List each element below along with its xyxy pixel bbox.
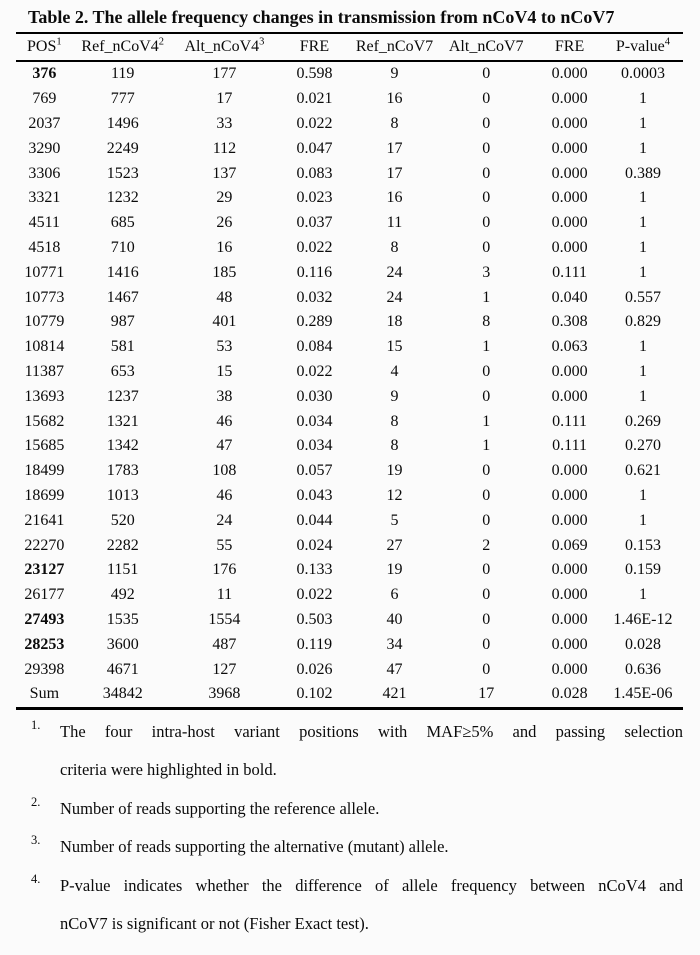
column-label: Ref_nCoV4: [81, 38, 159, 55]
value-cell: 0: [482, 90, 491, 108]
value-cell: 1: [638, 387, 647, 405]
table-row: [16, 434, 683, 459]
value-cell: 0: [482, 660, 491, 678]
value-cell: 492: [110, 586, 135, 604]
value-cell: 1535: [106, 610, 139, 628]
table-row: [16, 335, 683, 360]
value-cell: 0.636: [624, 660, 661, 678]
column-label: POS: [27, 38, 57, 55]
value-cell: 24: [386, 288, 403, 306]
pos-cell: 28253: [24, 635, 65, 653]
column-header-p-value: [603, 34, 683, 61]
value-cell: 34842: [102, 685, 143, 703]
value-cell: 0.133: [296, 561, 333, 579]
value-cell: 0: [482, 462, 491, 480]
value-cell: 0.000: [551, 362, 588, 380]
value-cell: 0.102: [296, 685, 333, 703]
table-row: [16, 61, 683, 87]
value-cell: 119: [111, 65, 135, 83]
value-cell: 0.000: [551, 511, 588, 529]
value-cell: 0: [482, 65, 491, 83]
value-cell: 0.000: [551, 90, 588, 108]
value-cell: 185: [212, 263, 237, 281]
table-row: [16, 186, 683, 211]
pos-cell: 22270: [24, 536, 65, 554]
value-cell: 1: [638, 362, 647, 380]
value-cell: 0.000: [551, 139, 588, 157]
value-cell: 0.034: [296, 412, 333, 430]
footnote-text: [60, 867, 683, 944]
value-cell: 0.000: [551, 114, 588, 132]
table-header: [16, 34, 683, 61]
value-cell: 0.047: [296, 139, 333, 157]
value-cell: 2: [482, 536, 491, 554]
value-cell: 8: [390, 114, 399, 132]
value-cell: 1: [482, 412, 491, 430]
value-cell: 1: [638, 139, 647, 157]
value-cell: 0.028: [551, 685, 588, 703]
table-row: [16, 236, 683, 261]
value-cell: 0.021: [296, 90, 333, 108]
value-cell: 0.022: [296, 238, 333, 256]
value-cell: 1013: [106, 486, 139, 504]
value-cell: 15: [386, 338, 403, 356]
value-cell: 15: [216, 362, 233, 380]
pos-cell: 769: [32, 90, 57, 108]
value-cell: 1467: [106, 288, 139, 306]
value-cell: 0.111: [552, 412, 587, 430]
column-label: FRE: [299, 38, 330, 55]
value-cell: 19: [386, 561, 403, 579]
value-cell: 0.111: [552, 263, 587, 281]
value-cell: 177: [212, 65, 237, 83]
column-header-ref-ncov4: [73, 34, 173, 61]
pos-cell: 3321: [28, 189, 61, 207]
value-cell: 0.389: [624, 164, 661, 182]
value-cell: 1: [482, 338, 491, 356]
footnote-text: [60, 828, 683, 867]
pos-cell: 21641: [24, 511, 65, 529]
pos-cell: 10771: [24, 263, 65, 281]
value-cell: 0.000: [551, 65, 588, 83]
pos-cell: 3306: [28, 164, 61, 182]
value-cell: 0: [482, 387, 491, 405]
value-cell: 176: [212, 561, 237, 579]
value-cell: 19: [386, 462, 403, 480]
pos-cell: 376: [32, 65, 57, 83]
value-cell: 1: [638, 486, 647, 504]
value-cell: 18: [386, 313, 403, 331]
value-cell: 33: [216, 114, 233, 132]
table-row: [16, 508, 683, 533]
value-cell: 17: [386, 164, 403, 182]
value-cell: 0.000: [551, 462, 588, 480]
pos-cell: 10779: [24, 313, 65, 331]
column-label: Ref_nCoV7: [355, 38, 434, 55]
value-cell: 0.557: [624, 288, 661, 306]
value-cell: 4671: [106, 660, 139, 678]
value-cell: 0.000: [551, 238, 588, 256]
footnote-line: criteria were highlighted in bold.: [60, 760, 277, 780]
value-cell: 2249: [106, 139, 139, 157]
value-cell: 8: [390, 437, 399, 455]
footnote-line: The four intra-host variant positions with MAF≥5% and passing selection: [60, 721, 683, 741]
footnote-marker: 4.: [31, 871, 41, 886]
value-cell: 0: [482, 214, 491, 232]
value-cell: 1: [638, 214, 647, 232]
value-cell: 17: [386, 139, 403, 157]
value-cell: 0: [482, 164, 491, 182]
value-cell: 0.023: [296, 189, 333, 207]
value-cell: 8: [482, 313, 491, 331]
value-cell: 1416: [106, 263, 139, 281]
value-cell: 1321: [106, 412, 139, 430]
value-cell: 127: [212, 660, 237, 678]
value-cell: 0.000: [551, 586, 588, 604]
value-cell: 0.032: [296, 288, 333, 306]
pos-cell: 3290: [28, 139, 61, 157]
column-footnote-ref: 2: [158, 36, 164, 48]
value-cell: 1: [638, 511, 647, 529]
pos-cell: 15685: [24, 437, 65, 455]
pos-cell: 11387: [24, 362, 65, 380]
value-cell: 1237: [106, 387, 139, 405]
table-row: [16, 260, 683, 285]
value-cell: 137: [212, 164, 237, 182]
value-cell: 24: [216, 511, 233, 529]
footnote: [16, 867, 683, 944]
value-cell: 0.153: [624, 536, 661, 554]
column-label: Alt_nCoV4: [184, 38, 260, 55]
table-row: [16, 136, 683, 161]
column-footnote-ref: 1: [56, 36, 62, 48]
value-cell: 34: [386, 635, 403, 653]
table-row: [16, 112, 683, 137]
value-cell: 0.026: [296, 660, 333, 678]
pos-cell: Sum: [29, 685, 60, 703]
table-row: [16, 310, 683, 335]
footnote-text: [60, 790, 683, 829]
column-label: Alt_nCoV7: [448, 38, 524, 55]
value-cell: 53: [216, 338, 233, 356]
pos-cell: 23127: [24, 561, 65, 579]
value-cell: 0.057: [296, 462, 333, 480]
value-cell: 0.621: [624, 462, 661, 480]
value-cell: 0.0003: [620, 65, 665, 83]
value-cell: 2282: [106, 536, 139, 554]
pos-cell: 18699: [24, 486, 65, 504]
value-cell: 1: [638, 263, 647, 281]
value-cell: 3: [482, 263, 491, 281]
value-cell: 0.111: [552, 437, 587, 455]
value-cell: 0.503: [296, 610, 333, 628]
value-cell: 1523: [106, 164, 139, 182]
value-cell: 48: [216, 288, 233, 306]
value-cell: 29: [216, 189, 233, 207]
value-cell: 487: [212, 635, 237, 653]
pos-cell: 4511: [28, 214, 61, 232]
pos-cell: 10814: [24, 338, 65, 356]
value-cell: 55: [216, 536, 233, 554]
value-cell: 0: [482, 486, 491, 504]
footnote-line: P-value indicates whether the difference of allele frequency between nCoV4 and: [60, 875, 683, 895]
value-cell: 47: [386, 660, 403, 678]
value-cell: 1783: [106, 462, 139, 480]
value-cell: 17: [478, 685, 495, 703]
value-cell: 12: [386, 486, 403, 504]
value-cell: 1: [638, 338, 647, 356]
value-cell: 112: [212, 139, 237, 157]
value-cell: 8: [390, 412, 399, 430]
value-cell: 16: [216, 238, 233, 256]
value-cell: 0.022: [296, 362, 333, 380]
table-row: [16, 583, 683, 608]
pos-cell: 18499: [24, 462, 65, 480]
value-cell: 0.000: [551, 214, 588, 232]
value-cell: 24: [386, 263, 403, 281]
value-cell: 0: [482, 561, 491, 579]
value-cell: 0.000: [551, 610, 588, 628]
column-label: FRE: [554, 38, 585, 55]
value-cell: 0.000: [551, 561, 588, 579]
table-row: [16, 558, 683, 583]
value-cell: 38: [216, 387, 233, 405]
value-cell: 40: [386, 610, 403, 628]
value-cell: 0.000: [551, 635, 588, 653]
pos-cell: 15682: [24, 412, 65, 430]
header-row: [16, 34, 683, 61]
table-row: [16, 87, 683, 112]
value-cell: 0.084: [296, 338, 333, 356]
table-row: [16, 533, 683, 558]
value-cell: 0.044: [296, 511, 333, 529]
value-cell: 3600: [106, 635, 139, 653]
value-cell: 11: [216, 586, 233, 604]
footnote-text: [60, 713, 683, 790]
footnote: [16, 828, 683, 867]
value-cell: 0.034: [296, 437, 333, 455]
value-cell: 0.829: [624, 313, 661, 331]
value-cell: 0.022: [296, 586, 333, 604]
value-cell: 0.037: [296, 214, 333, 232]
value-cell: 0.000: [551, 189, 588, 207]
pos-cell: 13693: [24, 387, 65, 405]
value-cell: 9: [390, 65, 399, 83]
value-cell: 401: [212, 313, 237, 331]
value-cell: 1: [482, 288, 491, 306]
pos-cell: 4518: [28, 238, 61, 256]
value-cell: 46: [216, 412, 233, 430]
value-cell: 0.269: [624, 412, 661, 430]
value-cell: 0.040: [551, 288, 588, 306]
value-cell: 987: [110, 313, 135, 331]
footnote: [16, 790, 683, 829]
footnote: [16, 713, 683, 790]
column-header-ref-ncov7: [353, 34, 436, 61]
value-cell: 1: [638, 114, 647, 132]
value-cell: 9: [390, 387, 399, 405]
footnote-line: Number of reads supporting the alternative (mutant) allele.: [60, 837, 449, 857]
footnote-line: nCoV7 is significant or not (Fisher Exact test).: [60, 914, 369, 934]
table-row: [16, 384, 683, 409]
value-cell: 16: [386, 189, 403, 207]
value-cell: 1: [482, 437, 491, 455]
value-cell: 26: [216, 214, 233, 232]
value-cell: 0.000: [551, 164, 588, 182]
value-cell: 5: [390, 511, 399, 529]
value-cell: 1151: [107, 561, 139, 579]
value-cell: 0.069: [551, 536, 588, 554]
value-cell: 777: [110, 90, 135, 108]
value-cell: 520: [110, 511, 135, 529]
allele-frequency-table: [16, 34, 683, 710]
table-row: [16, 682, 683, 708]
value-cell: 0.308: [551, 313, 588, 331]
value-cell: 0.000: [551, 660, 588, 678]
table-row: [16, 608, 683, 633]
value-cell: 0: [482, 114, 491, 132]
value-cell: 1496: [106, 114, 139, 132]
value-cell: 1.45E-06: [613, 685, 673, 703]
value-cell: 1: [638, 586, 647, 604]
column-label: P-value: [615, 38, 665, 55]
column-header-alt-ncov7: [436, 34, 536, 61]
value-cell: 710: [110, 238, 135, 256]
value-cell: 8: [390, 238, 399, 256]
value-cell: 1: [638, 238, 647, 256]
value-cell: 6: [390, 586, 399, 604]
footnote-marker: 3.: [31, 833, 41, 848]
value-cell: 0: [482, 139, 491, 157]
value-cell: 0.598: [296, 65, 333, 83]
value-cell: 16: [386, 90, 403, 108]
value-cell: 108: [212, 462, 237, 480]
value-cell: 0: [482, 635, 491, 653]
value-cell: 0.159: [624, 561, 661, 579]
pos-cell: 27493: [24, 610, 65, 628]
column-footnote-ref: 4: [664, 36, 671, 48]
value-cell: 0.000: [551, 486, 588, 504]
value-cell: 0.063: [551, 338, 588, 356]
table-body: [16, 61, 683, 708]
value-cell: 0: [482, 610, 491, 628]
value-cell: 11: [386, 214, 403, 232]
table-row: [16, 459, 683, 484]
value-cell: 0.024: [296, 536, 333, 554]
column-header-fre: [276, 34, 353, 61]
value-cell: 0.270: [624, 437, 661, 455]
value-cell: 0.022: [296, 114, 333, 132]
table-row: [16, 360, 683, 385]
value-cell: 0: [482, 586, 491, 604]
value-cell: 46: [216, 486, 233, 504]
value-cell: 1.46E-12: [613, 610, 673, 628]
pos-cell: 10773: [24, 288, 65, 306]
column-header-alt-ncov4: [173, 34, 276, 61]
column-header-fre: [536, 34, 603, 61]
value-cell: 0.289: [296, 313, 333, 331]
value-cell: 0.030: [296, 387, 333, 405]
value-cell: 1: [638, 189, 647, 207]
table-row: [16, 632, 683, 657]
value-cell: 3968: [208, 685, 241, 703]
value-cell: 0: [482, 362, 491, 380]
table-row: [16, 409, 683, 434]
value-cell: 1342: [106, 437, 139, 455]
pos-cell: 26177: [24, 586, 65, 604]
footnotes: [16, 713, 683, 944]
value-cell: 0.028: [624, 635, 661, 653]
footnote-marker: 2.: [31, 794, 41, 809]
table-row: [16, 484, 683, 509]
table-row: [16, 657, 683, 682]
value-cell: 653: [110, 362, 135, 380]
value-cell: 27: [386, 536, 403, 554]
value-cell: 0.083: [296, 164, 333, 182]
value-cell: 17: [216, 90, 233, 108]
value-cell: 1232: [106, 189, 139, 207]
value-cell: 0.000: [551, 387, 588, 405]
table-row: [16, 285, 683, 310]
value-cell: 581: [110, 338, 135, 356]
value-cell: 0: [482, 511, 491, 529]
value-cell: 1: [638, 90, 647, 108]
table-title: Table 2. The allele frequency changes in transmission from nCoV4 to nCoV7: [16, 4, 683, 34]
pos-cell: 29398: [24, 660, 65, 678]
value-cell: 421: [382, 685, 407, 703]
value-cell: 0: [482, 189, 491, 207]
value-cell: 0: [482, 238, 491, 256]
footnote-marker: 1.: [31, 717, 41, 732]
table-row: [16, 211, 683, 236]
table-row: [16, 161, 683, 186]
value-cell: 0.116: [296, 263, 333, 281]
value-cell: 0.119: [296, 635, 333, 653]
value-cell: 4: [390, 362, 399, 380]
value-cell: 1554: [208, 610, 241, 628]
column-footnote-ref: 3: [259, 36, 265, 48]
footnote-line: Number of reads supporting the reference allele.: [60, 798, 380, 818]
value-cell: 47: [216, 437, 233, 455]
pos-cell: 2037: [28, 114, 61, 132]
value-cell: 685: [110, 214, 135, 232]
value-cell: 0.043: [296, 486, 333, 504]
column-header-pos: [16, 34, 73, 61]
